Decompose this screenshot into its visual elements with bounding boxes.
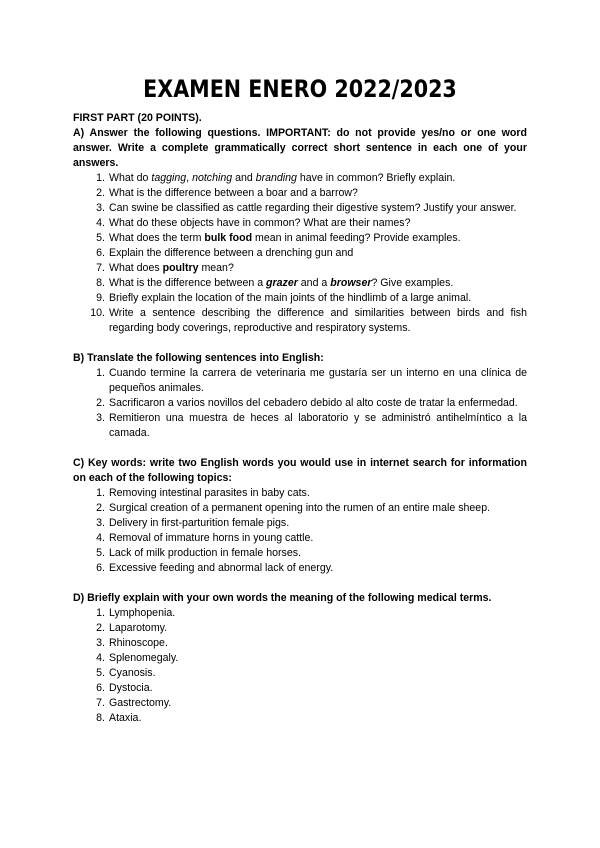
item-text: Cyanosis. xyxy=(109,667,156,679)
item-bold-italic: browser xyxy=(330,277,372,289)
item-number: 3. xyxy=(96,202,105,214)
item-text: Dystocia. xyxy=(109,682,153,694)
item-text: Ataxia. xyxy=(109,712,142,724)
list-item xyxy=(73,366,527,396)
item-text: Lymphopenia. xyxy=(109,607,176,619)
item-number: 3. xyxy=(96,412,105,424)
list-item xyxy=(73,606,527,621)
list-item xyxy=(73,561,527,576)
item-number: 1. xyxy=(96,487,105,499)
list-item xyxy=(73,216,527,231)
section-d-heading: D) Briefly explain with your own words the meaning of the following medical terms. xyxy=(73,592,492,604)
item-number: 4. xyxy=(96,217,105,229)
item-text: mean? xyxy=(198,262,234,274)
first-part-heading: FIRST PART (20 POINTS). xyxy=(73,112,202,124)
list-item xyxy=(73,261,527,276)
list-item xyxy=(73,681,527,696)
item-number: 5. xyxy=(96,547,105,559)
list-item xyxy=(73,696,527,711)
list-item xyxy=(73,171,527,186)
item-number: 1. xyxy=(96,607,105,619)
item-number: 8. xyxy=(96,277,105,289)
item-number: 7. xyxy=(96,262,105,274)
item-text: Laparotomy. xyxy=(109,622,168,634)
item-bold: bulk food xyxy=(204,232,253,244)
item-text: and xyxy=(232,172,256,184)
item-number: 2. xyxy=(96,622,105,634)
item-text: What do xyxy=(109,172,152,184)
section-a-list xyxy=(73,171,527,336)
list-item xyxy=(73,486,527,501)
item-number: 1. xyxy=(96,367,105,379)
item-number: 1. xyxy=(96,172,105,184)
item-text: Write a sentence describing the difference and similarities between birds and fish regarding body coverings, reproductive and respiratory systems. xyxy=(109,307,527,334)
item-text: Removal of immature horns in young cattle. xyxy=(109,532,314,544)
item-number: 6. xyxy=(96,682,105,694)
item-text: Sacrificaron a varios novillos del cebadero debido al alto coste de tratar la enfermedad. xyxy=(109,397,518,409)
item-text: have in common? Briefly explain. xyxy=(296,172,456,184)
item-text: ? Give examples. xyxy=(371,277,454,289)
item-number: 10. xyxy=(90,307,105,319)
list-item xyxy=(73,546,527,561)
item-number: 6. xyxy=(96,562,105,574)
item-text: What does xyxy=(109,262,163,274)
item-number: 2. xyxy=(96,187,105,199)
item-number: 9. xyxy=(96,292,105,304)
item-text: and a xyxy=(297,277,331,289)
list-item xyxy=(73,621,527,636)
item-emphasis: tagging xyxy=(151,172,187,184)
item-text: Briefly explain the location of the main joints of the hindlimb of a large animal. xyxy=(109,292,472,304)
list-item xyxy=(73,396,527,411)
section-c-list xyxy=(73,486,527,576)
list-item xyxy=(73,531,527,546)
list-item xyxy=(73,411,527,441)
item-text: What is the difference between a boar and a barrow? xyxy=(109,187,358,199)
list-item xyxy=(73,231,527,246)
item-number: 4. xyxy=(96,652,105,664)
item-number: 5. xyxy=(96,232,105,244)
spacer xyxy=(73,576,527,591)
spacer xyxy=(73,441,527,456)
item-emphasis: notching xyxy=(192,172,233,184)
item-text: What do these objects have in common? What are their names? xyxy=(109,217,411,229)
item-text: Lack of milk production in female horses. xyxy=(109,547,301,559)
list-item xyxy=(73,291,527,306)
list-item xyxy=(73,636,527,651)
item-text: Explain the difference between a drenching gun and xyxy=(109,247,354,259)
list-item xyxy=(73,276,527,291)
list-item xyxy=(73,711,527,726)
section-c-heading: C) Key words: write two English words you would use in internet search for information on each of the following topics: xyxy=(73,457,527,484)
section-b-heading: B) Translate the following sentences into English: xyxy=(73,352,324,364)
item-number: 3. xyxy=(96,637,105,649)
spacer xyxy=(73,336,527,351)
item-text: Can swine be classified as cattle regarding their digestive system? Justify your answer. xyxy=(109,202,517,214)
section-b-list xyxy=(73,366,527,441)
item-number: 7. xyxy=(96,697,105,709)
list-item xyxy=(73,246,527,261)
item-text: Remitieron una muestra de heces al laboratorio y se administró antihelmíntico a la camada. xyxy=(109,412,527,439)
item-text: mean in animal feeding? Provide examples. xyxy=(252,232,461,244)
page-title: EXAMEN ENERO 2022/2023 xyxy=(143,75,457,103)
item-text: Rhinoscope. xyxy=(109,637,168,649)
item-text: What is the difference between a xyxy=(109,277,267,289)
list-item xyxy=(73,501,527,516)
exam-content xyxy=(73,111,527,726)
item-text: What does the term xyxy=(109,232,205,244)
list-item xyxy=(73,186,527,201)
item-number: 3. xyxy=(96,517,105,529)
list-item xyxy=(73,651,527,666)
item-number: 4. xyxy=(96,532,105,544)
item-emphasis: branding xyxy=(255,172,297,184)
item-text: Removing intestinal parasites in baby cats. xyxy=(109,487,310,499)
item-number: 5. xyxy=(96,667,105,679)
list-item xyxy=(73,201,527,216)
item-text: , xyxy=(186,172,193,184)
list-item xyxy=(73,666,527,681)
item-text: Splenomegaly. xyxy=(109,652,179,664)
section-d-list xyxy=(73,606,527,726)
item-number: 2. xyxy=(96,502,105,514)
list-item xyxy=(73,306,527,336)
item-text: Cuando termine la carrera de veterinaria me gustaría ser un interno en una clínica de pequeños animales. xyxy=(109,367,527,394)
item-text: Excessive feeding and abnormal lack of energy. xyxy=(109,562,334,574)
item-number: 8. xyxy=(96,712,105,724)
item-number: 2. xyxy=(96,397,105,409)
section-a-heading: A) Answer the following questions. IMPORTANT: do not provide yes/no or one word answer. Write a complete grammatically correct short sentence in each one of your answers. xyxy=(73,127,527,169)
item-text: Surgical creation of a permanent opening into the rumen of an entire male sheep. xyxy=(109,502,491,514)
item-bold-italic: grazer xyxy=(266,277,298,289)
item-text: Gastrectomy. xyxy=(109,697,172,709)
item-bold: poultry xyxy=(162,262,199,274)
list-item xyxy=(73,516,527,531)
item-number: 6. xyxy=(96,247,105,259)
item-text: Delivery in first-parturition female pigs. xyxy=(109,517,290,529)
